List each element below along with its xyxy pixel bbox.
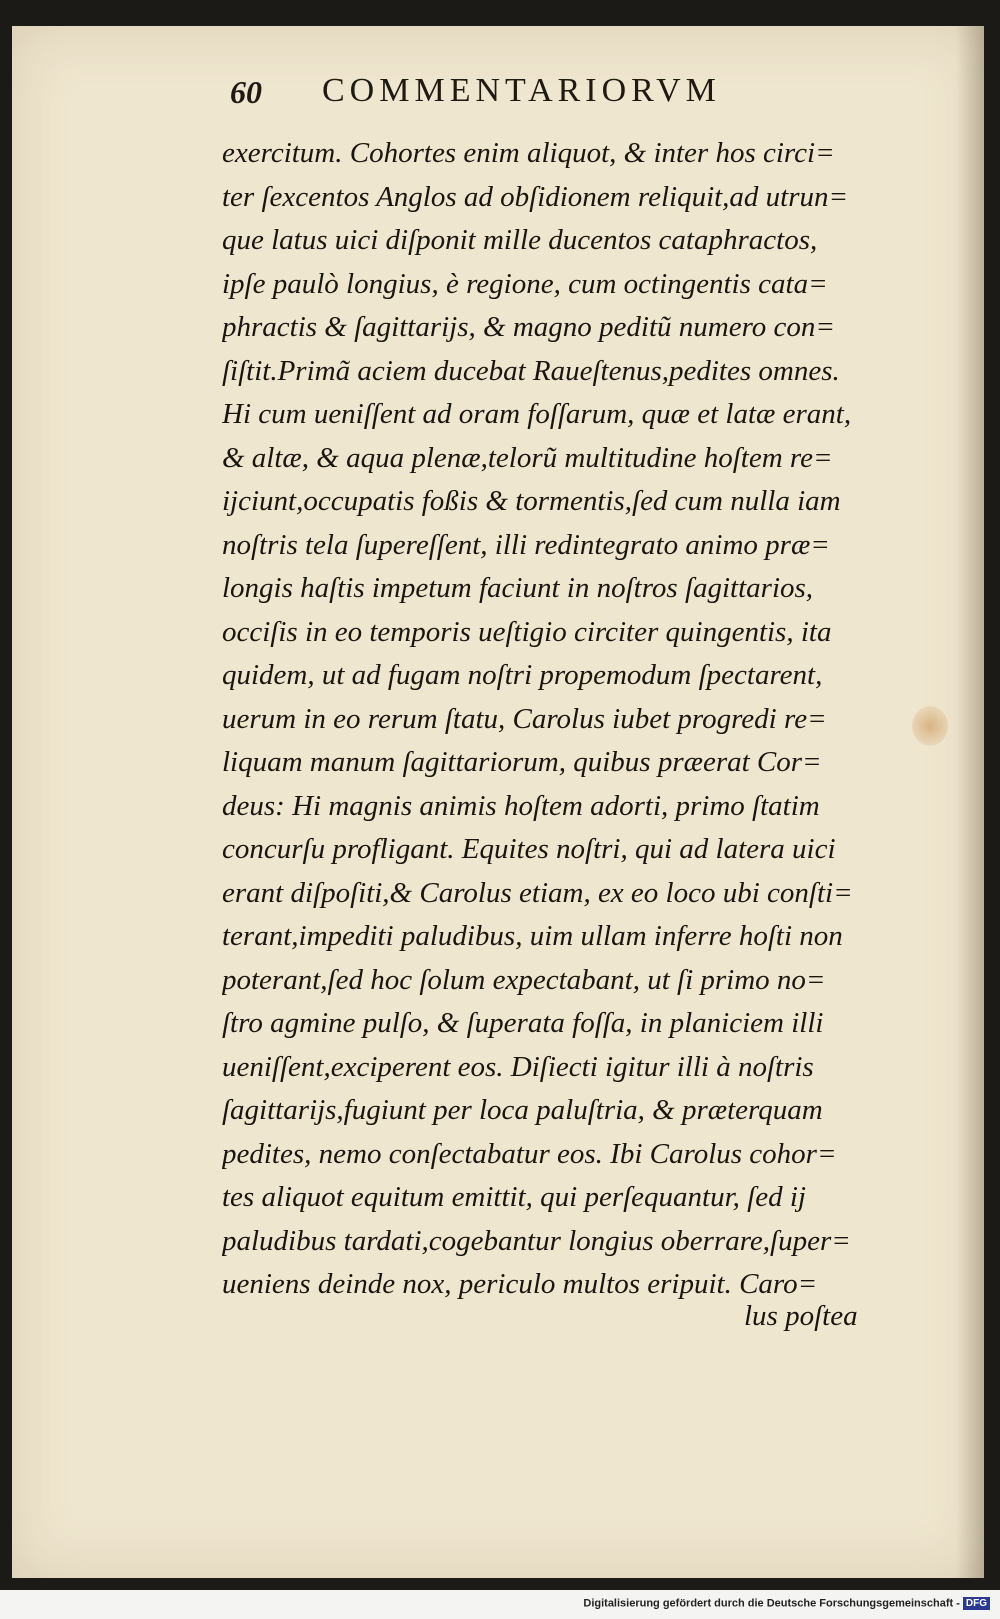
text-line: erant diſpoſiti,& Carolus etiam, ex eo loco ubi conſti= bbox=[222, 876, 853, 909]
text-line: ſiſtit.Primã aciem ducebat Raueſtenus,pedites omnes. bbox=[222, 354, 840, 387]
page-number: 60 bbox=[230, 74, 262, 110]
text-line: ſtro agmine pulſo, & ſuperata foſſa, in planiciem illi bbox=[222, 1007, 824, 1039]
running-title: COMMENTARIORVM bbox=[322, 72, 721, 109]
text-line: concurſu profligant. Equites noſtri, qui ad latera uici bbox=[222, 833, 836, 865]
text-line: ſagittarijs,fugiunt per loca paluſtria, & præterquam bbox=[222, 1094, 823, 1126]
text-line: ter ſexcentos Anglos ad obſidionem reliquit,ad utrun= bbox=[222, 180, 849, 213]
text-line: ueniſſent,exciperent eos. Diſiecti igitur illi à noſtris bbox=[222, 1050, 814, 1083]
text-line: quidem, ut ad fugam noſtri propemodum ſpectarent, bbox=[222, 659, 823, 691]
text-line: que latus uici diſponit mille ducentos cataphractos, bbox=[222, 224, 818, 256]
text-line: ijciunt,occupatis foßis & tormentis,ſed cum nulla iam bbox=[222, 485, 841, 517]
text-line: terant,impediti paludibus, uim ullam inferre hoſti non bbox=[222, 920, 843, 952]
text-line: & altæ, & aqua plenæ,telorũ multitudine hoſtem re= bbox=[222, 441, 833, 474]
text-line: deus: Hi magnis animis hoſtem adorti, primo ſtatim bbox=[222, 789, 820, 822]
text-line: ipſe paulò longius, è regione, cum octingentis cata= bbox=[222, 267, 828, 300]
page-shadow bbox=[956, 26, 984, 1578]
text-line: paludibus tardati,cogebantur longius oberrare,ſuper= bbox=[222, 1224, 851, 1257]
credit-text: Digitalisierung gefördert durch die Deutsche Forschungsgemeinschaft - bbox=[583, 1597, 960, 1610]
text-line: tes aliquot equitum emittit, qui perſequantur, ſed ij bbox=[222, 1181, 806, 1213]
catchword: lus poſtea bbox=[744, 1300, 858, 1332]
body-text bbox=[222, 132, 902, 1307]
dfg-logo-icon: DFG bbox=[963, 1597, 990, 1610]
text-line: exercitum. Cohortes enim aliquot, & inter hos circi= bbox=[222, 137, 835, 169]
text-line: pedites, nemo conſectabatur eos. Ibi Carolus cohor= bbox=[222, 1137, 837, 1170]
text-line: noſtris tela ſupereſſent, illi redintegrato animo præ= bbox=[222, 528, 830, 561]
text-line: liquam manum ſagittariorum, quibus præerat Cor= bbox=[222, 746, 822, 778]
text-line: occiſis in eo temporis ueſtigio circiter quingentis, ita bbox=[222, 615, 832, 648]
text-line: poterant,ſed hoc ſolum expectabant, ut ſi primo no= bbox=[222, 963, 826, 996]
digitization-credit bbox=[583, 1597, 990, 1610]
paper-stain bbox=[912, 706, 948, 746]
text-line: longis haſtis impetum faciunt in noſtros ſagittarios, bbox=[222, 572, 814, 604]
text-line: ueniens deinde nox, periculo multos eripuit. Caro= bbox=[222, 1268, 818, 1300]
text-line: uerum in eo rerum ſtatu, Carolus iubet progredi re= bbox=[222, 702, 827, 735]
running-head bbox=[218, 66, 818, 126]
text-line: Hi cum ueniſſent ad oram foſſarum, quæ et latæ erant, bbox=[222, 398, 852, 430]
text-line: phractis & ſagittarijs, & magno peditũ numero con= bbox=[222, 311, 835, 343]
